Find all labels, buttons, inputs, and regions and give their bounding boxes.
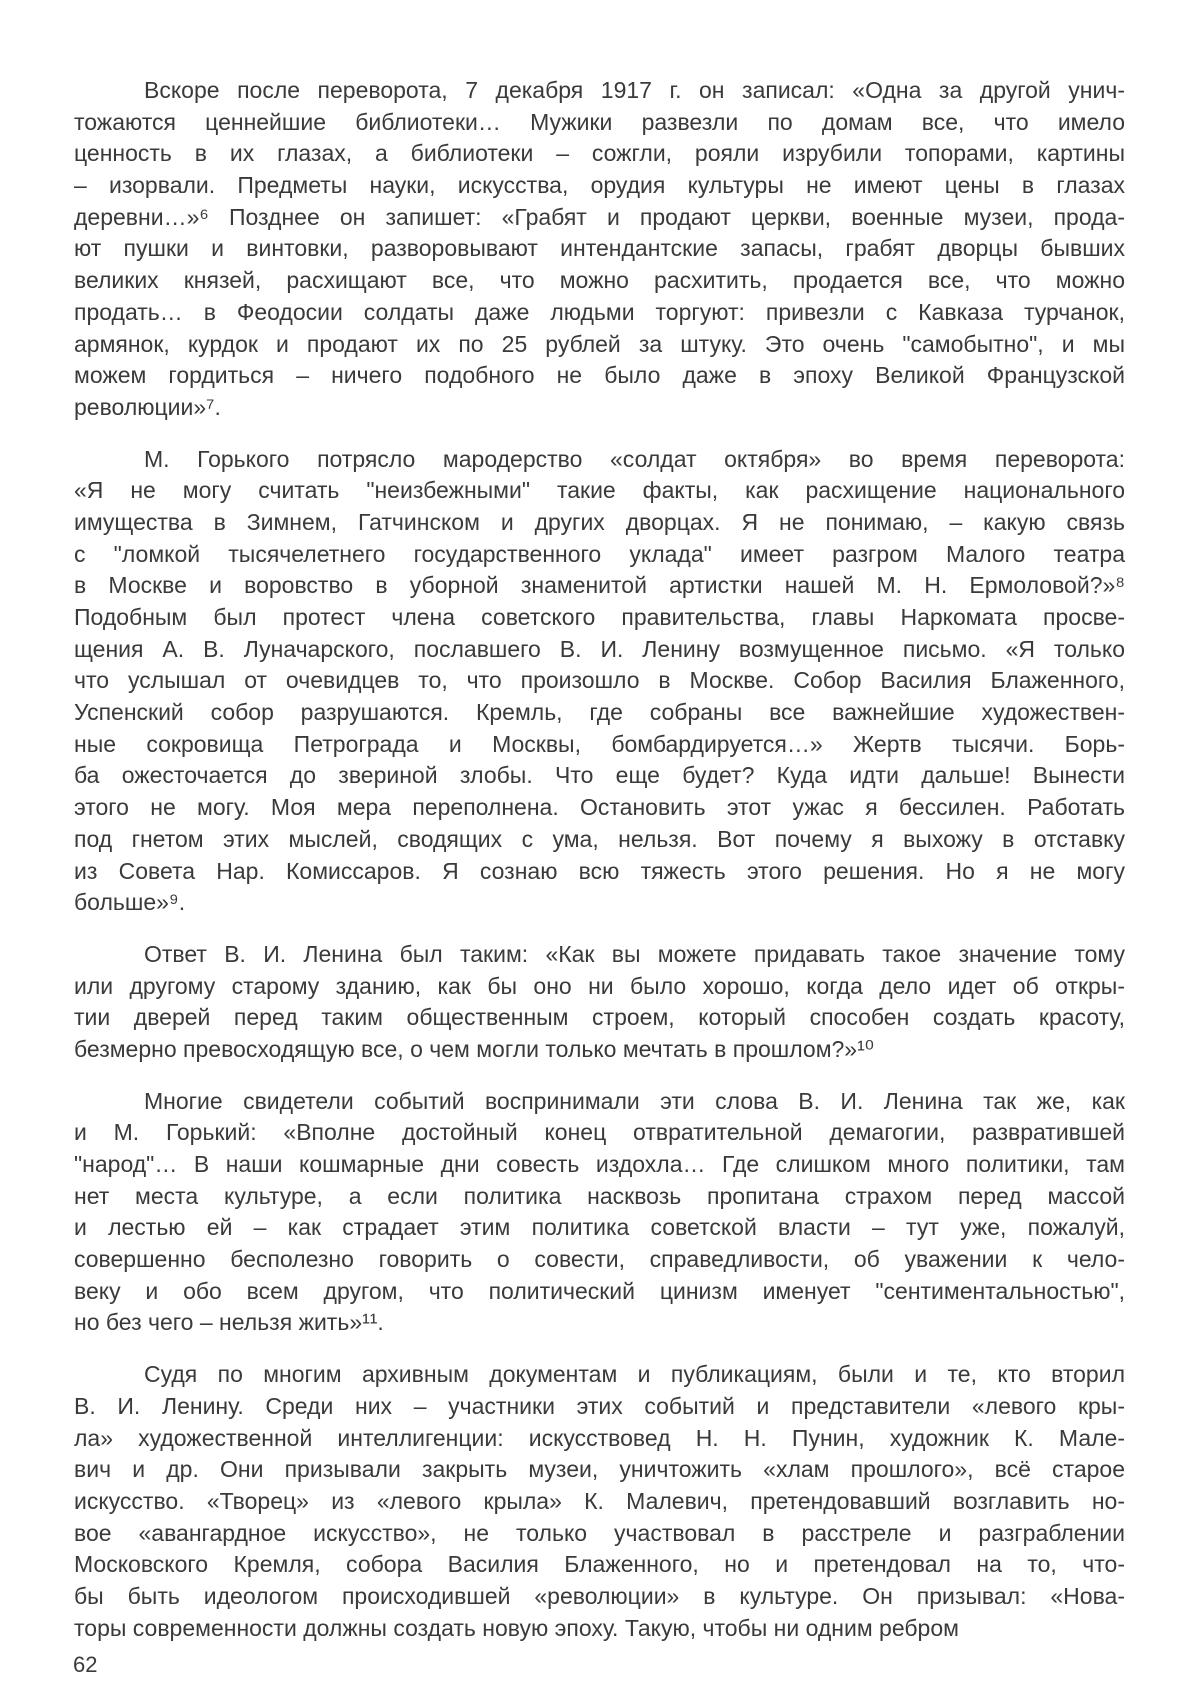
text-line: совершенно бесполезно говорить о совести, справедливости, об уважении к чело-: [74, 1246, 1125, 1273]
text-line: больше»⁹.: [74, 889, 186, 916]
text-line: Вскоре после переворота, 7 декабря 1917 г. он записал: «Одна за другой унич-: [144, 77, 1125, 103]
text-line: но без чего – нельзя жить»¹¹.: [74, 1309, 384, 1336]
text-line: имущества в Зимнем, Гатчинском и других дворцах. Я не понимаю, – какую связь: [74, 508, 1125, 535]
text-line: вич и др. Они призывали закрыть музеи, уничтожить «хлам прошлого», всё старое: [74, 1456, 1125, 1483]
text-line: Судя по многим архивным документам и публикациям, были и те, кто вторил: [144, 1361, 1125, 1388]
paragraph: [74, 939, 1125, 1066]
text-line: веку и обо всем другом, что политический цинизм именует "сентиментальностью",: [74, 1277, 1125, 1304]
text-line: щения А. В. Луначарского, пославшего В. И. Ленину возмущенное письмо. «Я только: [74, 635, 1125, 662]
text-line: деревни…»⁶ Позднее он запишет: «Грабят и продают церкви, военные музеи, прода-: [74, 203, 1125, 230]
paragraph: [74, 444, 1125, 919]
text-line: тожаются ценнейшие библиотеки… Мужики развезли по домам все, что имело: [74, 108, 1125, 135]
text-line: и лестью ей – как страдает этим политика советской власти – тут уже, пожалуй,: [74, 1214, 1125, 1241]
text-line: революции»⁷.: [74, 393, 221, 420]
text-line: безмерно превосходящую все, о чем могли только мечтать в прошлом?»¹⁰: [74, 1035, 874, 1062]
text-line: продать… в Феодосии солдаты даже людьми торгуют: привезли с Кавказа турчанок,: [74, 298, 1125, 325]
text-line: этого не могу. Моя мера переполнена. Остановить этот ужас я бессилен. Работать: [74, 794, 1125, 821]
text-line: – изорвали. Предметы науки, искусства, орудия культуры не имеют цены в глазах: [74, 172, 1125, 199]
paragraph: [74, 1359, 1125, 1644]
text-line: ба ожесточается до звериной злобы. Что еще будет? Куда идти дальше! Вынести: [74, 762, 1125, 789]
text-line: или другому старому зданию, как бы оно ни было хорошо, когда дело идет об откры-: [74, 972, 1125, 999]
text-line: что услышал от очевидцев то, что произошло в Москве. Собор Василия Блаженного,: [74, 667, 1125, 694]
text-line: Ответ В. И. Ленина был таким: «Как вы можете придавать такое значение тому: [144, 940, 1125, 967]
text-line: тии дверей перед таким общественным строем, который способен создать красоту,: [74, 1004, 1125, 1031]
text-line: под гнетом этих мыслей, сводящих с ума, нельзя. Вот почему я выхожу в отставку: [74, 825, 1125, 852]
text-line: В. И. Ленину. Среди них – участники этих событий и представители «левого кры-: [74, 1392, 1125, 1419]
text-line: торы современности должны создать новую эпоху. Такую, чтобы ни одним ребром: [74, 1614, 959, 1641]
paragraph: [74, 1086, 1125, 1340]
text-line: в Москве и воровство в уборной знаменитой артистки нашей М. Н. Ермоловой?»⁸: [74, 572, 1125, 599]
text-line: ценность в их глазах, а библиотеки – сожгли, рояли изрубили топорами, картины: [74, 140, 1125, 167]
text-line: «Я не могу считать "неизбежными" такие факты, как расхищение национального: [74, 477, 1125, 504]
text-line: великих князей, расхищают все, что можно расхитить, продается все, что можно: [74, 267, 1125, 294]
text-line: ют пушки и винтовки, разворовывают интендантские запасы, грабят дворцы бывших: [74, 235, 1125, 262]
text-line: Подобным был протест члена советского правительства, главы Наркомата просве-: [74, 604, 1125, 630]
text-line: бы быть идеологом происходившей «революции» в культуре. Он призывал: «Нова-: [74, 1582, 1125, 1609]
text-line: Успенский собор разрушаются. Кремль, где собраны все важнейшие художествен-: [74, 699, 1125, 726]
text-line: ла» художественной интеллигенции: искусствовед Н. Н. Пунин, художник К. Мале-: [74, 1424, 1125, 1451]
page-number: 62: [73, 1652, 98, 1677]
paragraph: [74, 75, 1125, 424]
text-line: ные сокровища Петрограда и Москвы, бомбардируется…» Жертв тысячи. Борь-: [74, 730, 1125, 757]
text-line: нет места культуре, а если политика насквозь пропитана страхом перед массой: [74, 1182, 1125, 1209]
text-line: "народ"… В наши кошмарные дни совесть издохла… Где слишком много политики, там: [74, 1151, 1125, 1177]
text-line: и М. Горький: «Вполне достойный конец отвратительной демагогии, развратившей: [74, 1119, 1125, 1146]
text-line: можем гордиться – ничего подобного не было даже в эпоху Великой Французской: [74, 362, 1125, 389]
text-line: Московского Кремля, собора Василия Блаженного, но и претендовал на то, что-: [74, 1551, 1125, 1578]
text-line: из Совета Нар. Комиссаров. Я сознаю всю тяжесть этого решения. Но я не могу: [74, 857, 1125, 884]
text-line: с "ломкой тысячелетнего государственного уклада" имеет разгром Малого театра: [74, 540, 1125, 567]
text-line: искусство. «Творец» из «левого крыла» К. Малевич, претендовавший возглавить но-: [74, 1487, 1125, 1514]
text-line: М. Горького потрясло мародерство «солдат октября» во время переворота:: [144, 445, 1125, 472]
text-line: вое «авангардное искусство», не только участвовал в расстреле и разграблении: [74, 1519, 1125, 1546]
text-line: Многие свидетели событий воспринимали эти слова В. И. Ленина так же, как: [144, 1087, 1125, 1114]
text-line: армянок, курдок и продают их по 25 рублей за штуку. Это очень "самобытно", и мы: [74, 330, 1125, 357]
page-body: [74, 75, 1125, 1664]
